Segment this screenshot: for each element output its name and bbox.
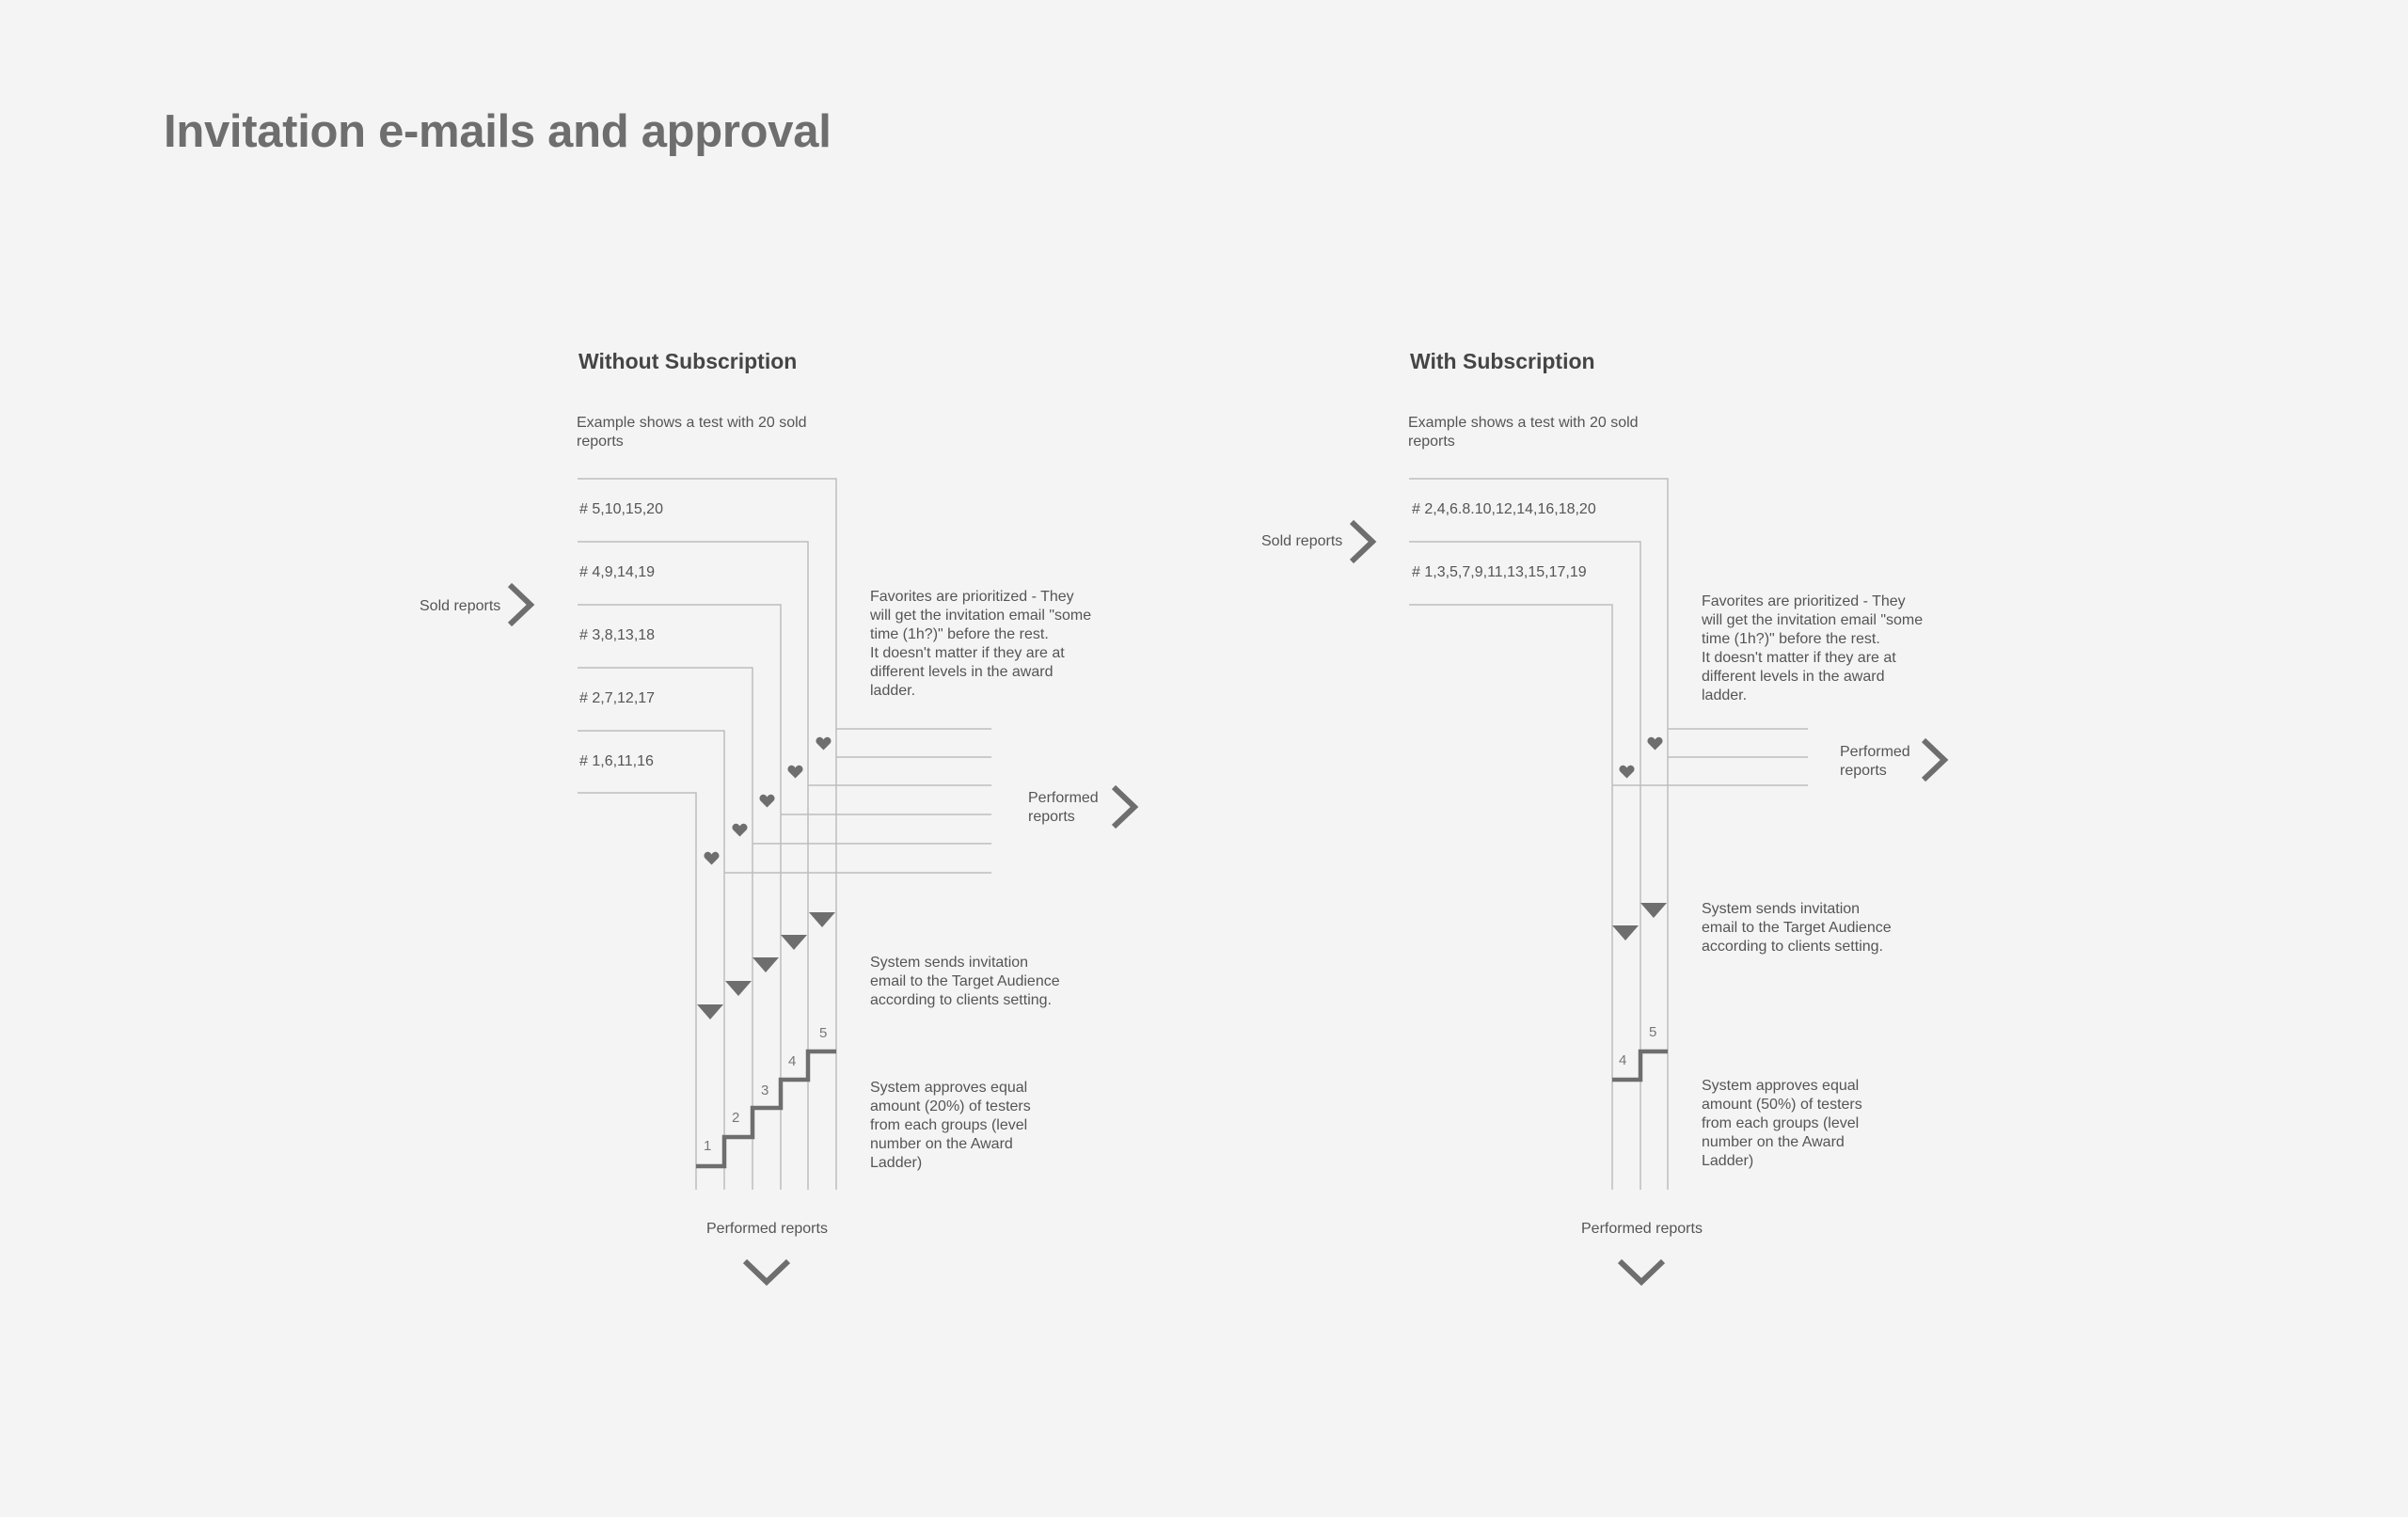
ladder-level-number: 4: [788, 1053, 797, 1069]
chevron-right-icon: [1918, 736, 1956, 783]
ladder-level-number: 5: [1649, 1024, 1657, 1040]
right-group-label: # 2,4,6.8.10,12,14,16,18,20: [1412, 501, 1596, 517]
right-sold-reports-label: Sold reports: [1261, 533, 1343, 549]
left-section-title: Without Subscription: [578, 349, 798, 373]
right-favorites-note: Favorites are prioritized - They will get the invitation email "some time (1h?)" before the rest. It doesn't matter if they are at different levels in the award ladder.: [1702, 593, 1924, 703]
ladder-level-number: 5: [819, 1025, 828, 1041]
triangle-down-icon: [1612, 925, 1639, 940]
right-approves-note: System approves equal amount (50%) of testers from each groups (level number on the Award Ladder): [1702, 1078, 1862, 1169]
heart-icon: [1619, 765, 1635, 779]
right-performed-label: Performed reports: [1840, 744, 1910, 779]
left-group-label: # 4,9,14,19: [579, 564, 656, 580]
right-group-label: # 1,3,5,7,9,11,13,15,17,19: [1412, 564, 1587, 580]
ladder-level-number: 1: [704, 1138, 712, 1154]
right-sends-note: System sends invitation email to the Target Audience according to clients setting.: [1702, 901, 1892, 955]
right-example-note: Example shows a test with 20 sold reports: [1408, 415, 1639, 450]
page-title: Invitation e-mails and approval: [164, 106, 832, 157]
ladder-level-number: 4: [1619, 1052, 1627, 1068]
left-favorites-note: Favorites are prioritized - They will get the invitation email "some time (1h?)" before the rest. It doesn't matter if they are at different levels in the award ladder.: [870, 589, 1092, 699]
left-performed-bottom-label: Performed reports: [706, 1221, 828, 1237]
triangle-down-icon: [1640, 903, 1667, 918]
left-example-note: Example shows a test with 20 sold reports: [577, 415, 807, 450]
heart-icon: [1647, 736, 1663, 751]
ladder-level-number: 2: [732, 1110, 740, 1126]
left-group-label: # 1,6,11,16: [579, 753, 654, 769]
left-sold-reports-label: Sold reports: [420, 598, 501, 614]
chevron-right-icon: [1346, 518, 1384, 565]
ladder-level-number: 3: [761, 1082, 769, 1098]
left-group-label: # 5,10,15,20: [579, 501, 663, 517]
left-group-label: # 2,7,12,17: [579, 690, 656, 706]
chevron-down-icon: [1616, 1257, 1667, 1286]
right-performed-bottom-label: Performed reports: [1581, 1221, 1703, 1237]
left-performed-label: Performed reports: [1028, 790, 1099, 825]
left-group-label: # 3,8,13,18: [579, 627, 656, 643]
right-section-title: With Subscription: [1410, 349, 1595, 373]
left-sends-note: System sends invitation email to the Target Audience according to clients setting.: [870, 955, 1060, 1008]
left-approves-note: System approves equal amount (20%) of testers from each groups (level number on the Award Ladder): [870, 1080, 1031, 1171]
